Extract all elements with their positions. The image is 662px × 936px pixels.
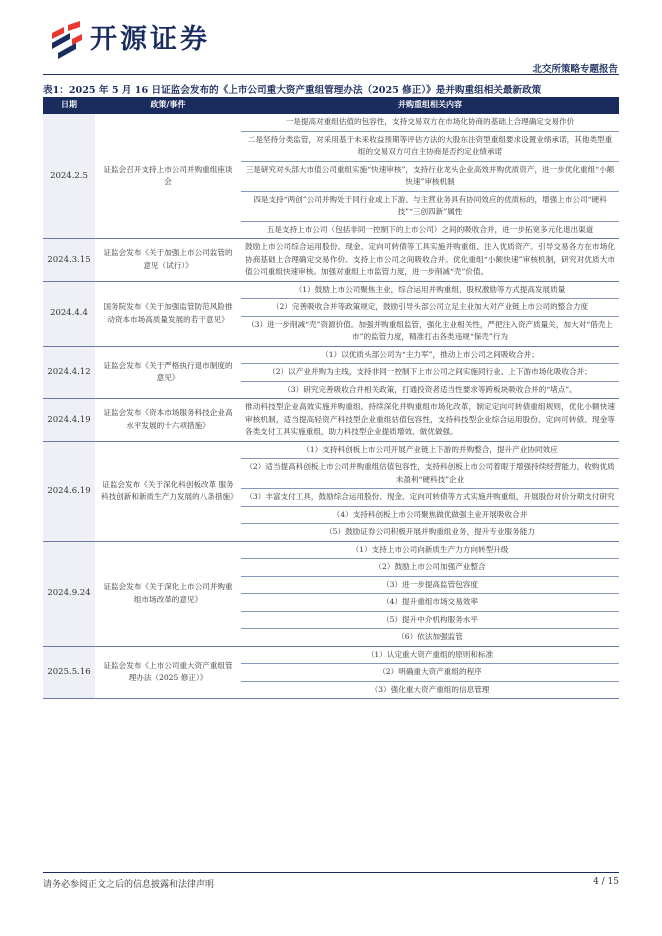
row-policy: 国务院发布《关于加强监管防范风险推动资本市场高质量发展的若干意见》 [95,281,241,346]
content-item: （1）支持科创板上市公司开展产业链上下游的并购整合，提升产业协同效应 [241,442,619,460]
row-policy: 证监会发布《关于深化科创板改革 服务科技创新和新质生产力发展的八条措施》 [95,441,241,541]
column-header-content: 并购重组相关内容 [241,97,619,114]
row-date: 2024.4.12 [43,346,95,399]
row-content [241,346,619,399]
content-item: （3）进一步削减“壳”资源价值。加强并购重组监管，强化主业相关性，严把注入资产质量关，加大对“借壳上市”的监管力度，精准打击各类违规“保壳”行为 [247,319,613,341]
content-item: 一是提高对重组估值的包容性，支持交易双方在市场化协商的基础上合理确定交易作价 [241,114,619,132]
content-item: 二是坚持分类监管，对采用基于未来收益预期等评估方法的大股东注资型重组要求设置业绩承诺，其他类型重组的交易双方可自主协商是否约定业绩承诺 [241,132,619,162]
footer-disclaimer: 请务必参阅正文之后的信息披露和法律声明 [43,880,215,890]
content-item: （6）依法加强监管 [397,632,463,641]
content-item: （5）鼓励证券公司积极开展并购重组业务，提升专业服务能力 [325,527,535,536]
content-paragraph: 推动科技型企业高效实施并购重组。持续深化并购重组市场化改革，制定定向可转债重组规则，优化小额快速审核机制，适当提高轻资产科技型企业重组估值包容性，支持科技型企业综合运用股份、定向可转债、现金等各类支付工具实施重组，助力科技型企业提质增效、做优做强。 [245,402,615,436]
row-date: 2024.4.19 [43,399,95,442]
content-item: （2）明确重大资产重组的程序 [241,664,619,682]
content-item: 五是支持上市公司（包括非同一控制下的上市公司）之间的吸收合并，进一步拓宽多元化退出渠道 [266,224,594,234]
policy-table [43,97,619,699]
logo [50,20,210,60]
row-policy: 证监会发布《关于加强上市公司监管的意见（试行）》 [95,239,241,282]
table-row [43,399,619,442]
row-date: 2024.2.5 [43,114,95,239]
row-date: 2024.4.4 [43,281,95,346]
footer-divider [43,872,619,873]
content-item: （4）支持科创板上市公司聚焦做优做强主业开展吸收合并 [241,507,619,525]
row-content [241,441,619,541]
row-date: 2024.6.19 [43,441,95,541]
content-item: （2）完善吸收合并等政策规定，鼓励引导头部公司立足主业加大对产业链上市公司的整合力度 [241,299,619,317]
table-row [43,541,619,646]
content-item: （3）进一步提高监管包容度 [241,577,619,595]
row-date: 2024.3.15 [43,239,95,282]
page-number: 4 / 15 [593,877,619,887]
table-row [43,114,619,239]
table-row [43,239,619,282]
row-policy: 证监会发布《资本市场服务科技企业高水平发展的十六项措施》 [95,399,241,442]
kaiyuan-logo-icon [50,21,84,59]
content-item: （1）认定重大资产重组的原则和标准 [241,647,619,665]
content-item: （1）鼓励上市公司聚焦主业，综合运用并购重组、股权激励等方式提高发展质量 [241,282,619,300]
header-divider [43,74,619,75]
content-item: （2）鼓励上市公司加强产业整合 [241,559,619,577]
row-policy: 证监会发布《关于严格执行退市制度的意见》 [95,346,241,399]
table-header-row [43,97,619,114]
table-row [43,346,619,399]
table-row [43,646,619,699]
column-header-date: 日期 [43,97,95,114]
content-item: （2）适当提高科创板上市公司并购重组估值包容性，支持科创板上市公司着眼于增强持续经营能力，收购优质未盈利“硬科技”企业 [241,459,619,489]
table-row [43,281,619,346]
content-item: （4）提升重组市场交易效率 [241,594,619,612]
row-policy: 证监会发布《上市公司重大资产重组管理办法（2025 修正）》 [95,646,241,699]
logo-text: 开源证券 [90,24,210,55]
row-policy: 证监会发布《关于深化上市公司并购重组市场改革的意见》 [95,541,241,646]
row-content [241,281,619,346]
row-content [241,399,619,442]
row-policy: 证监会召开支持上市公司并购重组座谈会 [95,114,241,239]
content-item: 四是支持“两创”公司并购处于同行业或上下游、与主营业务具有协同效应的优质标的，增强上市公司“硬科技”“三创四新”属性 [241,192,619,222]
row-content [241,114,619,239]
row-content [241,541,619,646]
table-row [43,441,619,541]
row-content [241,239,619,282]
table-title: 表1：2025 年 5 月 16 日证监会发布的《上市公司重大资产重组管理办法（2025 修正）》是并购重组相关最新政策 [43,85,542,96]
row-date: 2024.9.24 [43,541,95,646]
content-item: （3）强化重大资产重组的信息管理 [370,684,490,694]
content-item: （1）支持上市公司向新质生产力方向转型升级 [241,542,619,560]
report-type: 北交所策略专题报告 [532,64,618,75]
column-header-policy: 政策/事件 [95,97,241,114]
content-item: （2）以产业并购为主线，支持非同一控制下上市公司之间实施同行业、上下游市场化吸收合并； [241,364,619,382]
row-date: 2025.5.16 [43,646,95,699]
content-item: （5）提升中介机构服务水平 [241,612,619,630]
content-item: （3）丰富支付工具，鼓励综合运用股份、现金、定向可转债等方式实施并购重组，开展股份对价分期支付研究 [241,489,619,507]
content-item: 三是研究对头部大市值公司重组实施“快速审核”，支持行业龙头企业高效并购优质资产，进一步优化重组“小额快速”审核机制 [241,162,619,192]
content-item: （3）研究完善吸收合并相关政策，打通投资者适当性要求等跨板块吸收合并的“堵点”。 [283,384,577,394]
row-content [241,646,619,699]
content-item: （1）以优质头部公司为“主力军”，推动上市公司之间吸收合并； [241,347,619,365]
content-paragraph: 鼓励上市公司综合运用股份、现金、定向可转债等工具实施并购重组、注入优质资产。引导交易各方在市场化协商基础上合理确定交易作价。支持上市公司之间吸收合并。优化重组“小额快速”审核机制，研究对优质大市值公司重组快速审核。加强对重组上市监管力度，进一步削减“壳”价值。 [245,242,615,276]
